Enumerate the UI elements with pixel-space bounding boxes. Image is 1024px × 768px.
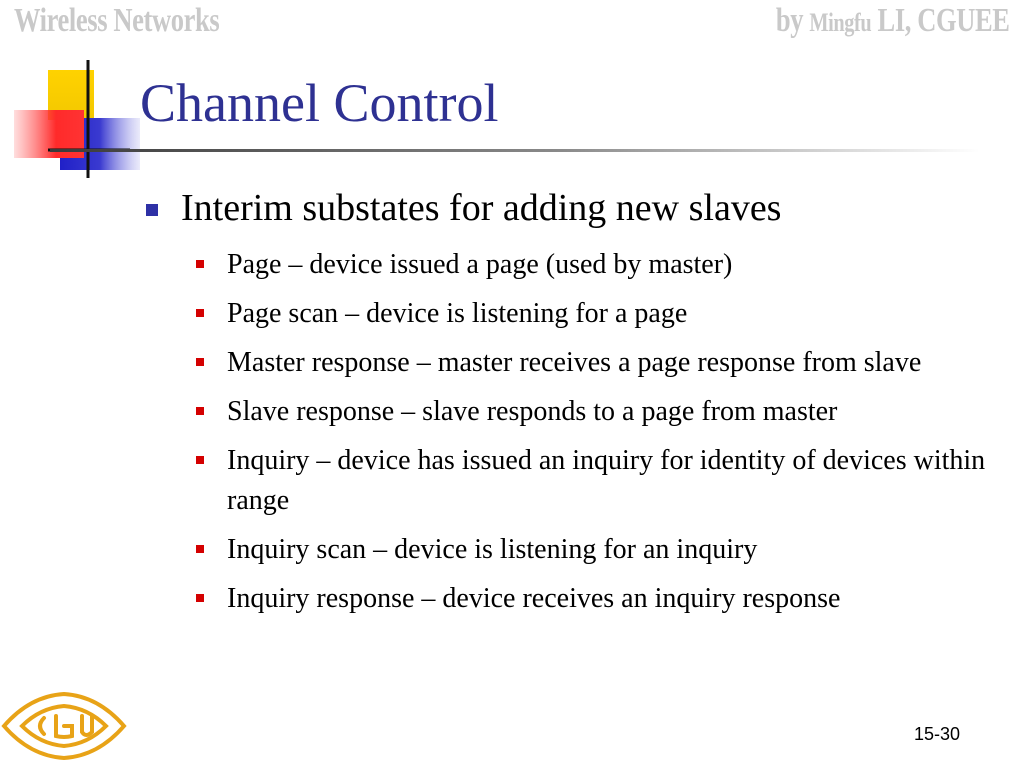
square-bullet-icon xyxy=(196,358,204,366)
cgu-logo xyxy=(0,684,130,768)
square-bullet-icon xyxy=(196,260,204,268)
square-bullet-icon xyxy=(196,545,204,553)
page-number: 15-30 xyxy=(913,724,960,744)
slide-title: Channel Control xyxy=(140,73,499,133)
square-bullet-icon xyxy=(196,456,204,464)
sub-bullet-list xyxy=(196,245,996,628)
list-item xyxy=(196,294,996,334)
author-header xyxy=(776,2,1010,40)
title-divider xyxy=(50,149,980,152)
list-item xyxy=(196,245,996,285)
author-name: Mingfu xyxy=(809,8,872,37)
list-item xyxy=(196,392,996,432)
square-bullet-icon xyxy=(196,594,204,602)
list-item xyxy=(196,441,996,521)
list-item-text: Inquiry response – device receives an inquiry response xyxy=(227,583,841,614)
list-item-text: Page scan – device is listening for a page xyxy=(227,298,688,329)
list-item xyxy=(196,579,996,619)
square-bullet-icon xyxy=(146,204,158,216)
list-item-text: Page – device issued a page (used by master) xyxy=(227,249,733,280)
square-bullet-icon xyxy=(196,309,204,317)
course-header: Wireless Networks xyxy=(14,2,220,39)
list-item xyxy=(196,530,996,570)
square-bullet-icon xyxy=(196,407,204,415)
list-item-text: Slave response – slave responds to a page from master xyxy=(227,396,838,427)
author-prefix: by xyxy=(776,2,804,39)
list-item-text: Master response – master receives a page response from slave xyxy=(227,347,922,378)
list-item-text: Inquiry scan – device is listening for an inquiry xyxy=(227,534,758,565)
author-rest: LI, CGUEE xyxy=(877,2,1010,39)
list-item xyxy=(196,343,996,383)
list-item-text: Inquiry – device has issued an inquiry for identity of devices within range xyxy=(227,445,986,516)
main-point-text: Interim substates for adding new slaves xyxy=(181,187,782,229)
